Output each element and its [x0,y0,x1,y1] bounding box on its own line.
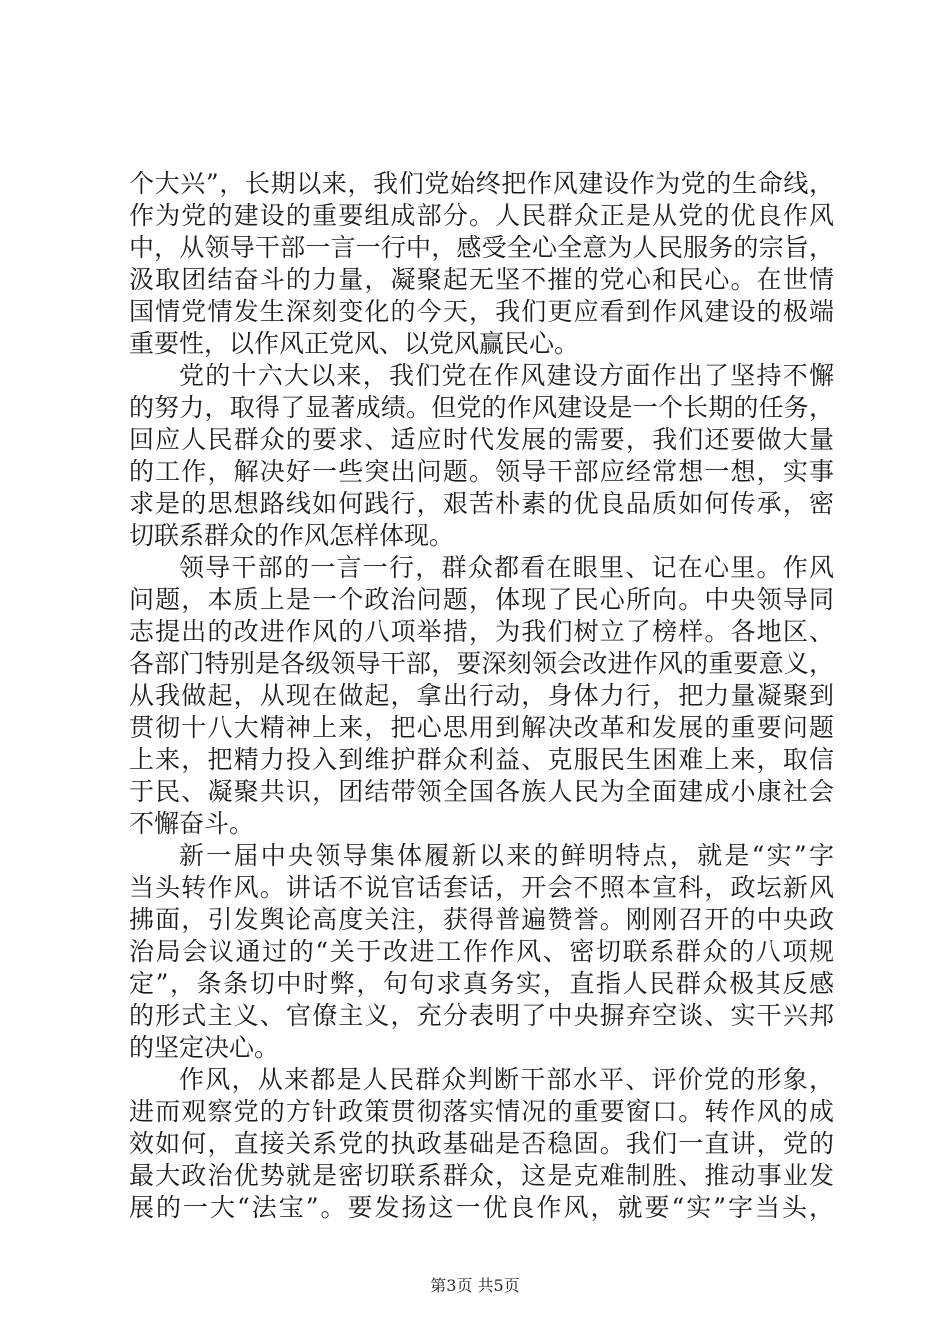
text-line: 汲取团结奋斗的力量，凝聚起无坚不摧的党心和民心。在世情 [129,265,834,294]
text-line: 于民、凝聚共识，团结带领全国各族人民为全面建成小康社会 [129,777,834,806]
text-line: 的努力，取得了显著成绩。但党的作风建设是一个长期的任务， [129,393,834,422]
text-line: 志提出的改进作风的八项举措，为我们树立了榜样。各地区、 [129,617,834,646]
text-line: 拂面，引发舆论高度关注，获得普遍赞誉。刚刚召开的中央政 [129,905,834,934]
text-line: 展的一大“法宝”。要发扬这一优良作风，就要“实”字当头， [129,1193,834,1222]
text-line: 求是的思想路线如何践行，艰苦朴素的优良品质如何传承，密 [129,489,834,518]
text-line: 效如何，直接关系党的执政基础是否稳固。我们一直讲，党的 [129,1129,834,1158]
document-body [129,168,834,1224]
text-line: 不懈奋斗。 [129,809,255,838]
paragraph-first-line: 作风，从来都是人民群众判断干部水平、评价党的形象， [179,1065,834,1094]
text-line: 进而观察党的方针政策贯彻落实情况的重要窗口。转作风的成 [129,1097,834,1126]
text-line: 贯彻十八大精神上来，把心思用到解决改革和发展的重要问题 [129,713,834,742]
text-line: 作为党的建设的重要组成部分。人民群众正是从党的优良作风 [129,201,834,230]
paragraph-first-line: 党的十六大以来，我们党在作风建设方面作出了坚持不懈 [179,361,834,390]
text-line: 的坚定决心。 [129,1033,280,1062]
text-line: 从我做起，从现在做起，拿出行动，身体力行，把力量凝聚到 [129,681,834,710]
text-line: 的形式主义、官僚主义，充分表明了中央摒弃空谈、实干兴邦 [129,1001,834,1030]
text-line: 上来，把精力投入到维护群众利益、克服民生困难上来，取信 [129,745,834,774]
text-line: 问题，本质上是一个政治问题，体现了民心所向。中央领导同 [129,585,834,614]
text-line: 国情党情发生深刻变化的今天，我们更应看到作风建设的极端 [129,297,834,326]
text-line: 切联系群众的作风怎样体现。 [129,521,455,550]
text-line: 定”，条条切中时弊，句句求真务实，直指人民群众极其反感 [129,969,834,998]
text-line: 重要性，以作风正党风、以党风赢民心。 [129,329,580,358]
page-footer: 第3页 共5页 [430,1276,520,1295]
paragraph-first-line: 新一届中央领导集体履新以来的鲜明特点，就是“实”字 [179,841,834,870]
text-line: 中，从领导干部一言一行中，感受全心全意为人民服务的宗旨， [129,233,834,262]
text-line: 当头转作风。讲话不说官话套话，开会不照本宣科，政坛新风 [129,873,834,902]
text-line: 最大政治优势就是密切联系群众，这是克难制胜、推动事业发 [129,1161,834,1190]
text-line: 各部门特别是各级领导干部，要深刻领会改进作风的重要意义， [129,649,834,678]
paragraph-first-line: 领导干部的一言一行，群众都看在眼里、记在心里。作风 [179,553,834,582]
text-line: 回应人民群众的要求、适应时代发展的需要，我们还要做大量 [129,425,834,454]
text-line: 的工作，解决好一些突出问题。领导干部应经常想一想，实事 [129,457,834,486]
text-line: 治局会议通过的“关于改进工作作风、密切联系群众的八项规 [129,937,834,966]
text-line: 个大兴”，长期以来，我们党始终把作风建设作为党的生命线， [129,169,834,198]
